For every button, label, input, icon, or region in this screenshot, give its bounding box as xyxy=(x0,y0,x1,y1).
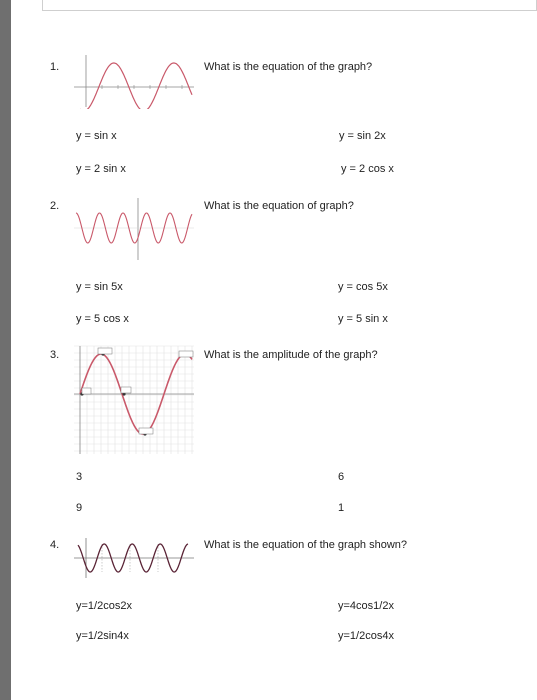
question-3-option-a[interactable]: 3 xyxy=(76,471,83,483)
question-4-option-a[interactable]: y=1/2cos2x xyxy=(76,600,132,612)
question-4-graph xyxy=(72,536,196,580)
question-3-option-c[interactable]: 9 xyxy=(76,502,83,514)
question-1-option-d[interactable]: y = 2 cos x xyxy=(341,163,394,175)
question-3-option-b[interactable]: 6 xyxy=(338,471,345,483)
window-left-edge xyxy=(0,0,11,700)
question-2-option-b[interactable]: y = cos 5x xyxy=(338,281,388,293)
question-1-prompt: What is the equation of the graph? xyxy=(204,61,373,73)
question-3-option-d[interactable]: 1 xyxy=(338,502,345,514)
question-1-option-b[interactable]: y = sin 2x xyxy=(339,130,386,142)
question-2-prompt: What is the equation of graph? xyxy=(204,200,354,212)
question-4-number: 4. xyxy=(50,539,60,551)
question-2-graph xyxy=(72,196,196,262)
question-1-option-a[interactable]: y = sin x xyxy=(76,130,117,142)
question-2-option-c[interactable]: y = 5 cos x xyxy=(76,313,129,325)
question-4-prompt: What is the equation of the graph shown? xyxy=(204,539,408,551)
question-2-number: 2. xyxy=(50,200,60,212)
question-2-option-d[interactable]: y = 5 sin x xyxy=(338,313,388,325)
question-2-option-a[interactable]: y = sin 5x xyxy=(76,281,123,293)
question-1-graph xyxy=(72,53,196,109)
question-1-number: 1. xyxy=(50,61,60,73)
question-3-number: 3. xyxy=(50,349,60,361)
question-4-option-b[interactable]: y=4cos1/2x xyxy=(338,600,394,612)
question-3-graph xyxy=(72,344,196,456)
top-frame xyxy=(42,0,537,11)
question-3-prompt: What is the amplitude of the graph? xyxy=(204,349,378,361)
question-4-option-c[interactable]: y=1/2sin4x xyxy=(76,630,129,642)
question-1-option-c[interactable]: y = 2 sin x xyxy=(76,163,126,175)
question-1-curve xyxy=(80,63,192,109)
question-4-option-d[interactable]: y=1/2cos4x xyxy=(338,630,394,642)
